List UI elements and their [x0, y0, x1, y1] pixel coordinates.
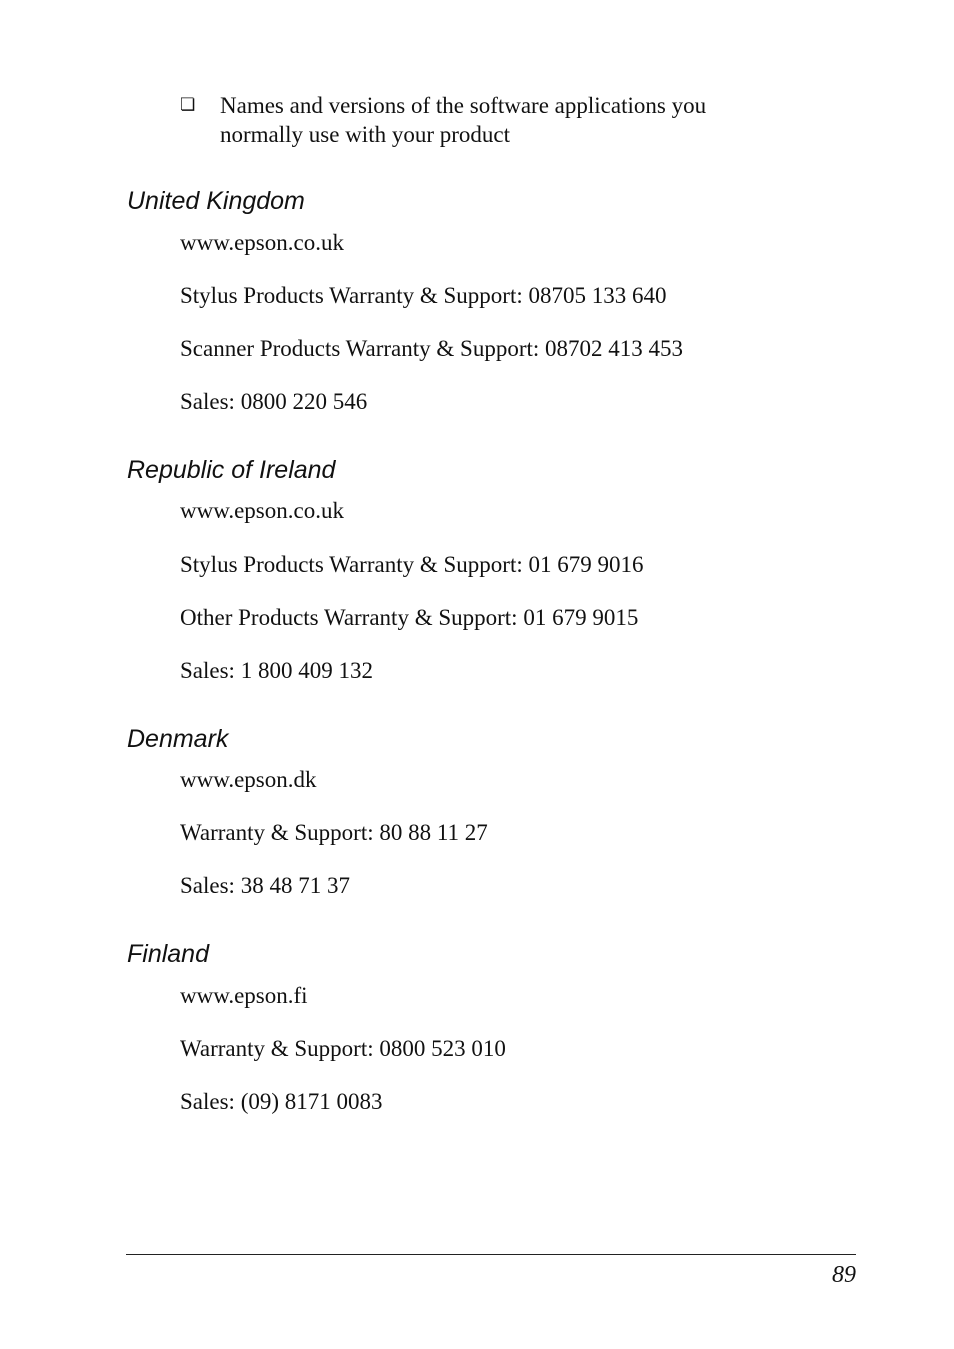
finland-website-link[interactable]: www.epson.fi	[180, 983, 308, 1008]
heading-finland: Finland	[127, 940, 209, 968]
bullet-item	[180, 91, 820, 149]
denmark-website-link[interactable]: www.epson.dk	[180, 767, 317, 792]
checkbox-bullet-icon: ❏	[180, 95, 196, 115]
uk-website-link[interactable]: www.epson.co.uk	[180, 230, 344, 255]
bullet-text-line-1: Names and versions of the software applications you	[220, 93, 707, 118]
heading-denmark: Denmark	[127, 725, 229, 753]
ireland-stylus-support: Stylus Products Warranty & Support: 01 679 9016	[180, 552, 644, 577]
heading-united-kingdom: United Kingdom	[127, 187, 305, 215]
footer-divider	[126, 1254, 856, 1255]
uk-sales: Sales: 0800 220 546	[180, 389, 368, 414]
uk-scanner-support: Scanner Products Warranty & Support: 08702 413 453	[180, 336, 684, 361]
page-number: 89	[832, 1262, 856, 1288]
bullet-text-line-2: normally use with your product	[220, 122, 511, 147]
ireland-other-support: Other Products Warranty & Support: 01 679 9015	[180, 605, 639, 630]
ireland-website-link[interactable]: www.epson.co.uk	[180, 498, 344, 523]
denmark-support: Warranty & Support: 80 88 11 27	[180, 820, 488, 845]
finland-support: Warranty & Support: 0800 523 010	[180, 1036, 506, 1061]
finland-sales: Sales: (09) 8171 0083	[180, 1089, 383, 1114]
ireland-sales: Sales: 1 800 409 132	[180, 658, 373, 683]
denmark-sales: Sales: 38 48 71 37	[180, 873, 350, 898]
heading-republic-of-ireland: Republic of Ireland	[127, 456, 336, 484]
uk-stylus-support: Stylus Products Warranty & Support: 08705 133 640	[180, 283, 667, 308]
